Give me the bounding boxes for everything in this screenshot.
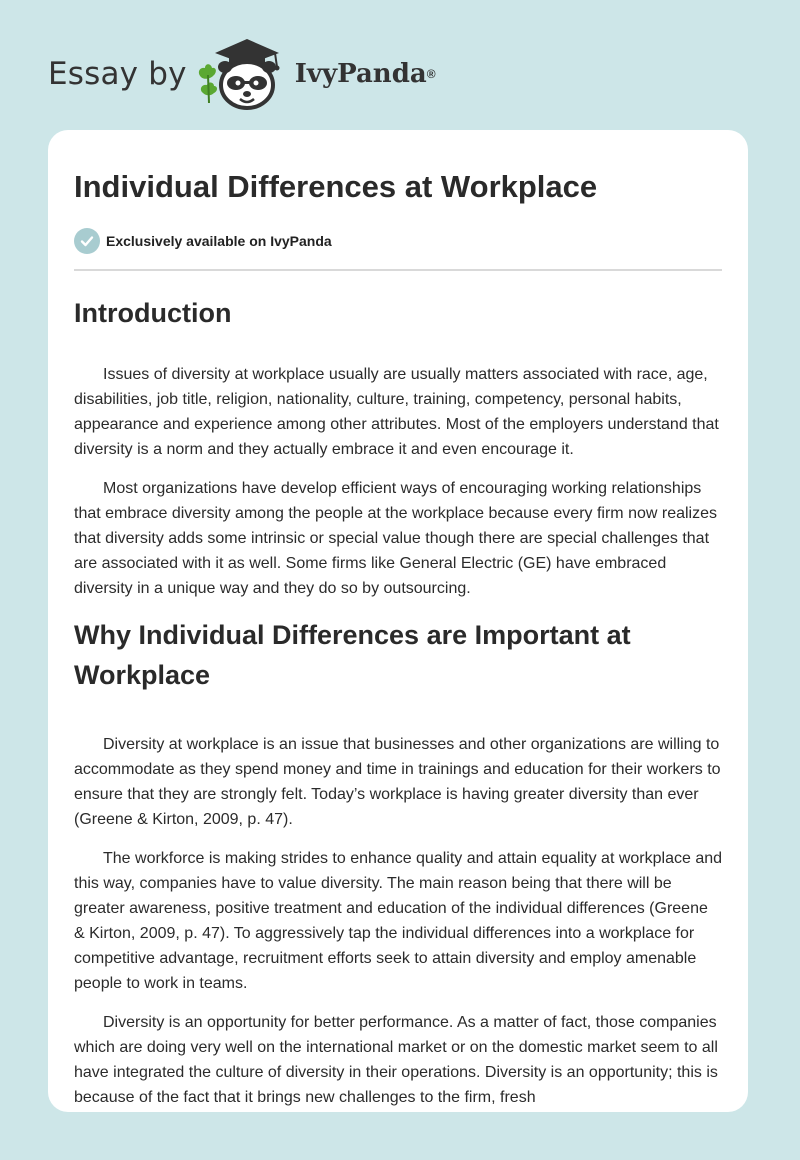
- check-circle-icon: [74, 228, 100, 254]
- brand-name: IvyPanda: [294, 59, 427, 89]
- divider: [74, 269, 722, 271]
- paragraph: Most organizations have develop efficient ways of encouraging working relationships that embrace diversity among the people at the workplace because every firm now realizes that diversity adds some intrinsic or special value though there are special challenges that are associated with it as well. Some firms like General Electric (GE) have embraced diversity in a unique way and they do so by outsourcing.: [74, 480, 717, 598]
- exclusive-label: Exclusively available on IvyPanda: [106, 233, 332, 250]
- exclusive-badge: [74, 227, 722, 255]
- article-card: [48, 130, 748, 1112]
- paragraph: Diversity at workplace is an issue that businesses and other organizations are willing to accommodate as they spend money and time in trainings and education for their workers to ensure that they are strongly felt. Today’s workplace is having greater diversity than ever (Greene & Kirton, 2009, p. 47).: [74, 736, 721, 829]
- site-header: [48, 34, 436, 114]
- panda-graduate-logo-icon: [195, 33, 291, 115]
- section-heading-importance: Why Individual Differences are Important at Workplace: [74, 620, 631, 691]
- brand-prefix: Essay by: [48, 56, 187, 92]
- paragraph: Diversity is an opportunity for better performance. As a matter of fact, those companies which are doing very well on the international market or on the domestic market seem to all have integrated the culture of diversity in their operations. Diversity is an opportunity; this is because of the fact that it brings new challenges to the firm, fresh: [74, 1014, 718, 1107]
- registered-mark: ®: [426, 67, 436, 81]
- section-heading-introduction: Introduction: [74, 298, 232, 329]
- paragraph: Issues of diversity at workplace usually are usually matters associated with race, age, disabilities, job title, religion, nationality, culture, training, competency, personal habits, appearance and experience among other attributes. Most of the employers understand that diversity is a norm and they actually embrace it and even encourage it.: [74, 366, 719, 459]
- article-title: Individual Differences at Workplace: [74, 169, 598, 204]
- paragraph: The workforce is making strides to enhance quality and attain equality at workplace and this way, companies have to value diversity. The main reason being that there will be greater awareness, positive treatment and education of the individual differences (Greene & Kirton, 2009, p. 47). To aggressively tap the individual differences into a workplace for competitive advantage, recruitment efforts seek to attain diversity and employ amenable people to work in teams.: [74, 850, 723, 993]
